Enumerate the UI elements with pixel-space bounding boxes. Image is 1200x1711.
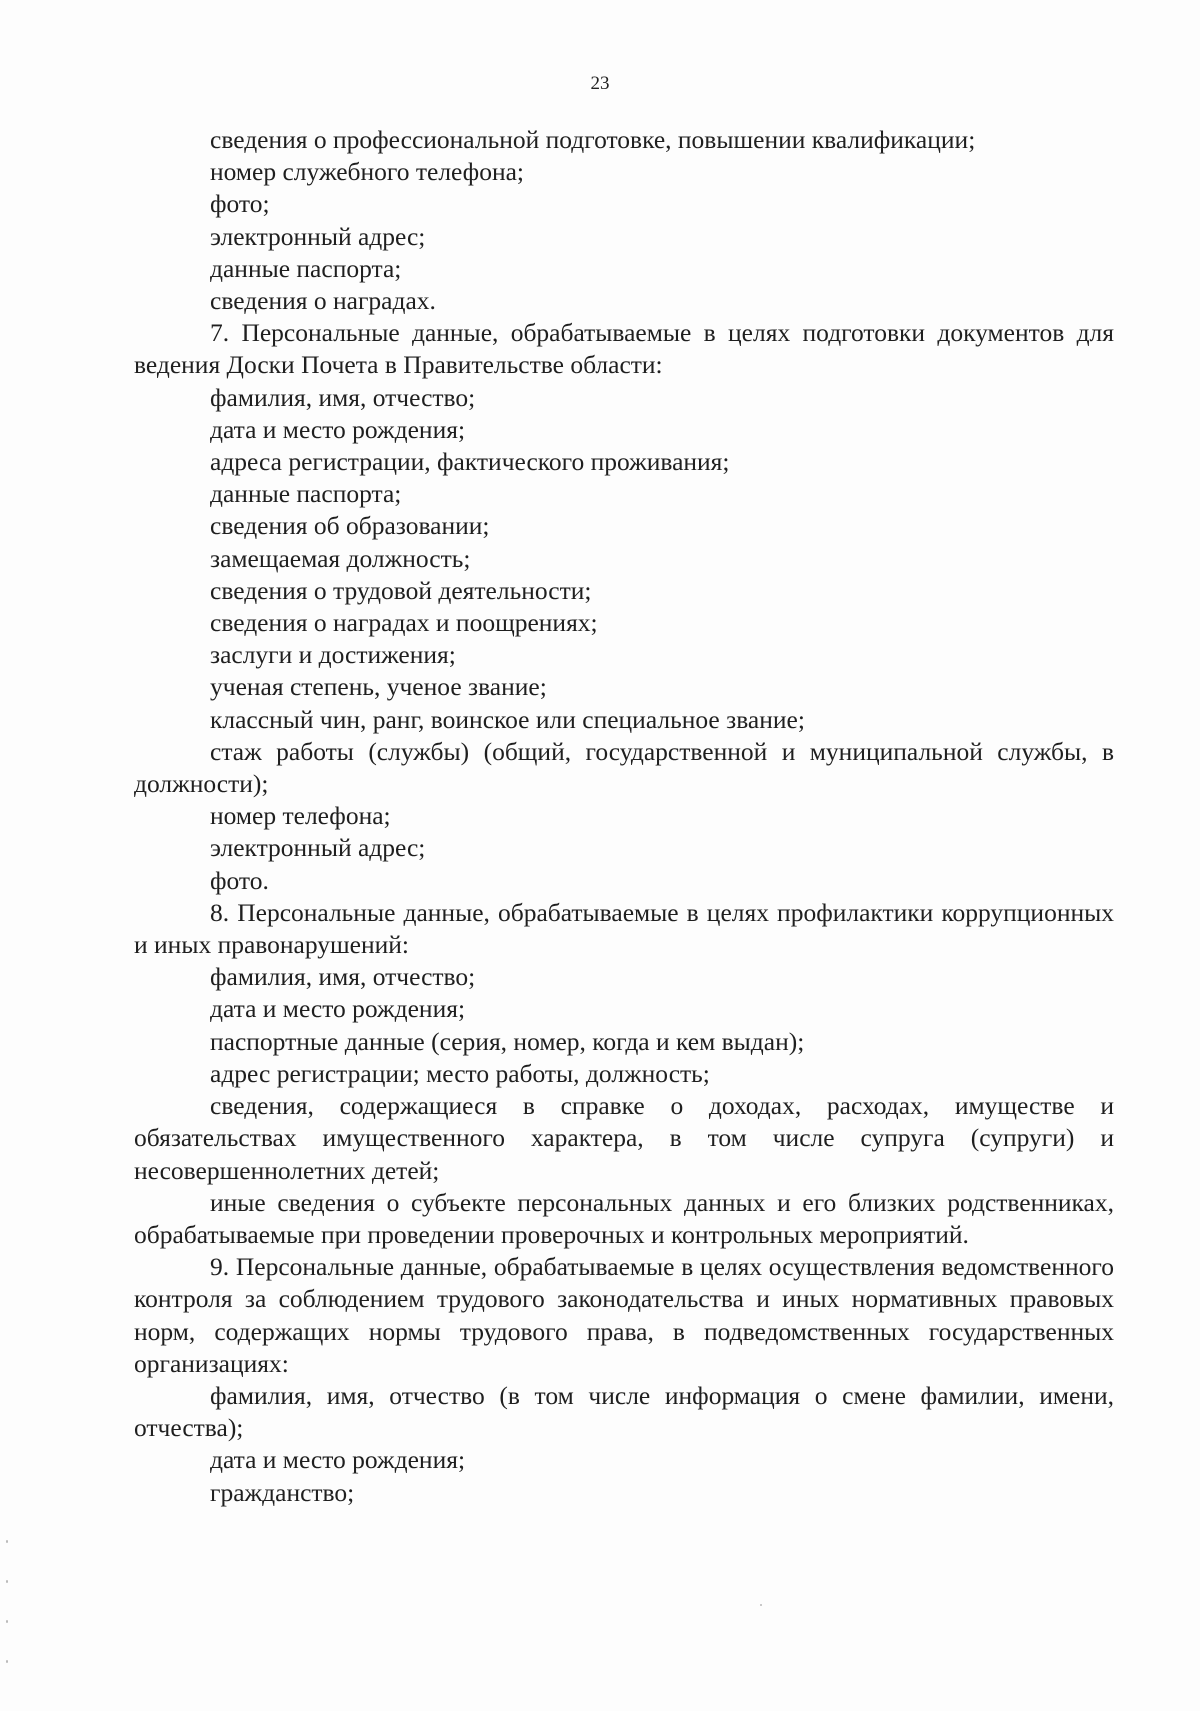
scan-speck <box>6 1620 8 1623</box>
page-number: 23 <box>590 73 610 94</box>
list-item: классный чин, ранг, воинское или специальное звание; <box>210 704 805 734</box>
list-item: сведения о трудовой деятельности; <box>210 575 592 605</box>
list-item: адрес регистрации; место работы, должность; <box>210 1058 710 1088</box>
list-item: заслуги и достижения; <box>210 640 456 670</box>
list-item: адреса регистрации, фактического проживания; <box>210 447 730 477</box>
list-item-long: иные сведения о субъекте персональных данных и его близких родственниках, обрабатываемые при проведении проверочных и контрольных мероприятий. <box>134 1187 1114 1249</box>
list-item: электронный адрес; <box>210 833 426 863</box>
list-item: фото; <box>210 189 270 219</box>
list-item: сведения о наградах. <box>210 286 436 316</box>
list-item: номер служебного телефона; <box>210 157 525 187</box>
section-9-heading: 9. Персональные данные, обрабатываемые в целях осуществления ведомственного контроля за соблюдением трудового законодательства и иных нормативных правовых норм, содержащих нормы трудового права, в подведомственных государственных организациях: <box>134 1252 1114 1378</box>
list-item-long: сведения, содержащиеся в справке о доходах, расходах, имуществе и обязательствах имущественного характера, в том числе супруга (супруги) и несовершеннолетних детей; <box>134 1091 1114 1185</box>
list-item: электронный адрес; <box>210 221 426 251</box>
list-item: дата и место рождения; <box>210 1445 466 1475</box>
list-item: данные паспорта; <box>210 479 402 509</box>
scan-speck <box>6 1540 8 1543</box>
list-item: сведения о профессиональной подготовке, повышении квалификации; <box>210 125 976 154</box>
document-body <box>134 124 1114 1509</box>
list-item-long: стаж работы (службы) (общий, государственной и муниципальной службы, в должности); <box>134 736 1114 799</box>
list-item: дата и место рождения; <box>210 994 466 1024</box>
list-item: фамилия, имя, отчество; <box>210 382 476 412</box>
list-item-long: фамилия, имя, отчество (в том числе информация о смене фамилии, имени, отчества); <box>134 1380 1114 1443</box>
section-7-heading: 7. Персональные данные, обрабатываемые в целях подготовки документов для ведения Доски Почета в Правительстве области: <box>134 318 1114 380</box>
list-item: данные паспорта; <box>210 253 402 283</box>
list-item: сведения о наградах и поощрениях; <box>210 608 598 638</box>
list-item: замещаемая должность; <box>210 543 471 573</box>
list-item: номер телефона; <box>210 801 391 831</box>
list-item: сведения об образовании; <box>210 511 490 541</box>
scan-speck <box>760 1604 762 1606</box>
list-item: фото. <box>210 865 269 895</box>
list-item: паспортные данные (серия, номер, когда и кем выдан); <box>210 1026 805 1056</box>
list-item: фамилия, имя, отчество; <box>210 962 476 992</box>
scan-speck <box>6 1580 8 1583</box>
section-8-heading: 8. Персональные данные, обрабатываемые в целях профилактики коррупционных и иных правонарушений: <box>134 897 1114 960</box>
scan-speck <box>6 1660 8 1663</box>
list-item: гражданство; <box>210 1477 355 1507</box>
list-item: дата и место рождения; <box>210 414 466 444</box>
list-item: ученая степень, ученое звание; <box>210 672 547 702</box>
